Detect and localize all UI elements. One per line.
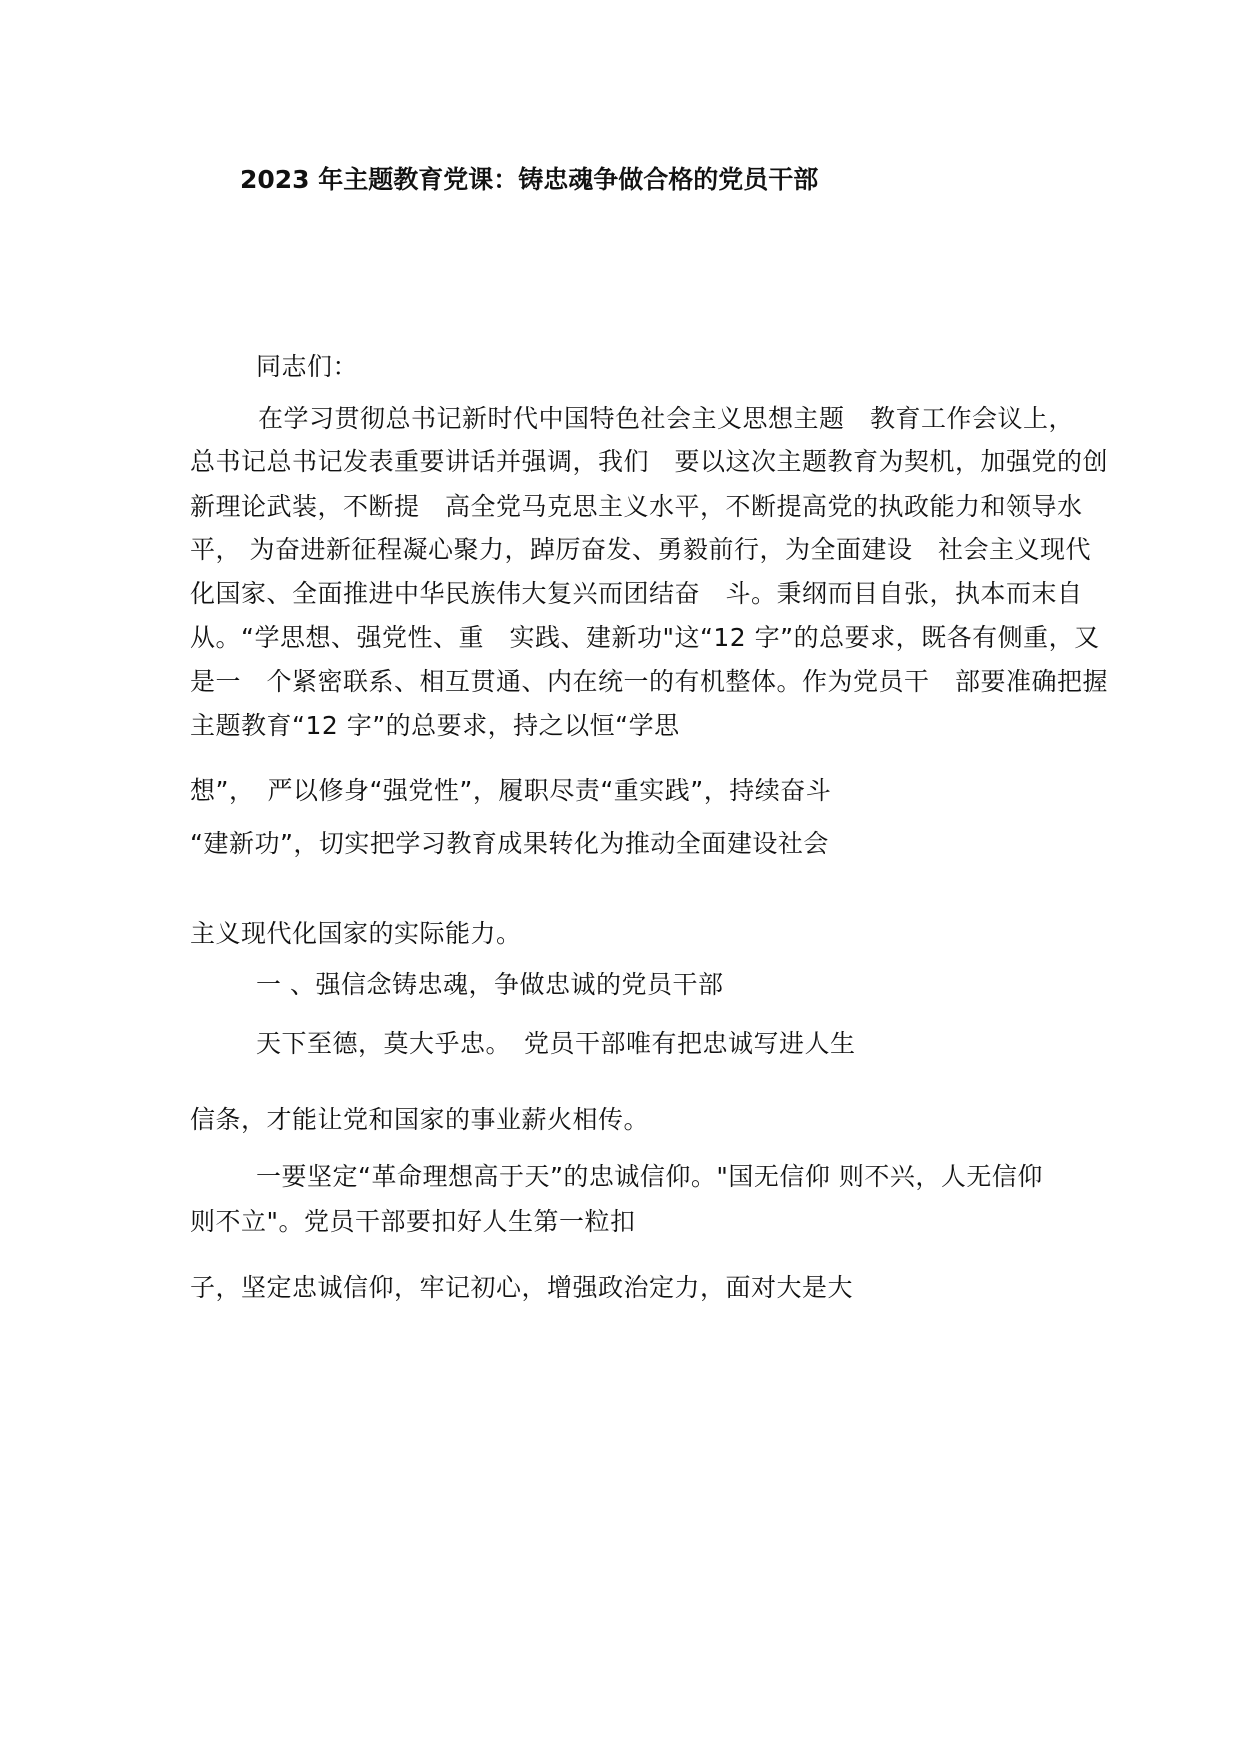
paragraph-line: “建新功”，切实把学习教育成果转化为推动全面建设社会 (190, 829, 829, 858)
paragraph-line: 是一 个紧密联系、相互贯通、内在统一的有机整体。作为党员干 部要准确把握 (190, 667, 1109, 696)
document-title: 2023 年主题教育党课：铸忠魂争做合格的党员干部 (240, 165, 819, 194)
section-heading: 一 、强信念铸忠魂，争做忠诚的党员干部 (256, 970, 724, 999)
paragraph-line: 信条，才能让党和国家的事业薪火相传。 (190, 1105, 650, 1134)
paragraph-line: 化国家、全面推进中华民族伟大复兴而团结奋 斗。秉纲而目自张，执本而末自 (190, 579, 1083, 608)
paragraph-line: 在学习贯彻总书记新时代中国特色社会主义思想主题 教育工作会议上， (258, 404, 1075, 433)
paragraph-line: 总书记总书记发表重要讲话并强调，我们 要以这次主题教育为契机，加强党的创 (190, 447, 1109, 476)
paragraph-line: 主题教育“12 字”的总要求，持之以恒“学思 (190, 711, 680, 740)
paragraph-line: 主义现代化国家的实际能力。 (190, 919, 522, 948)
paragraph-line: 则不立"。党员干部要扣好人生第一粒扣 (190, 1207, 636, 1236)
paragraph-line: 新理论武装，不断提 高全党马克思主义水平，不断提高党的执政能力和领导水 (190, 492, 1083, 521)
salutation: 同志们： (256, 352, 359, 381)
paragraph-line: 想”， 严以修身“强党性”，履职尽责“重实践”，持续奋斗 (190, 776, 832, 805)
paragraph-line: 天下至德，莫大乎忠。 党员干部唯有把忠诚写进人生 (256, 1029, 856, 1058)
paragraph-line: 平， 为奋进新征程凝心聚力，踔厉奋发、勇毅前行，为全面建设 社会主义现代 (190, 535, 1091, 564)
paragraph-line: 一要坚定“革命理想高于天”的忠诚信仰。"国无信仰 则不兴，人无信仰 (256, 1162, 1043, 1191)
paragraph-line: 子，坚定忠诚信仰，牢记初心，增强政治定力，面对大是大 (190, 1273, 854, 1302)
paragraph-line: 从。“学思想、强党性、重 实践、建新功"这“12 字”的总要求，既各有侧重，又 (190, 623, 1100, 652)
